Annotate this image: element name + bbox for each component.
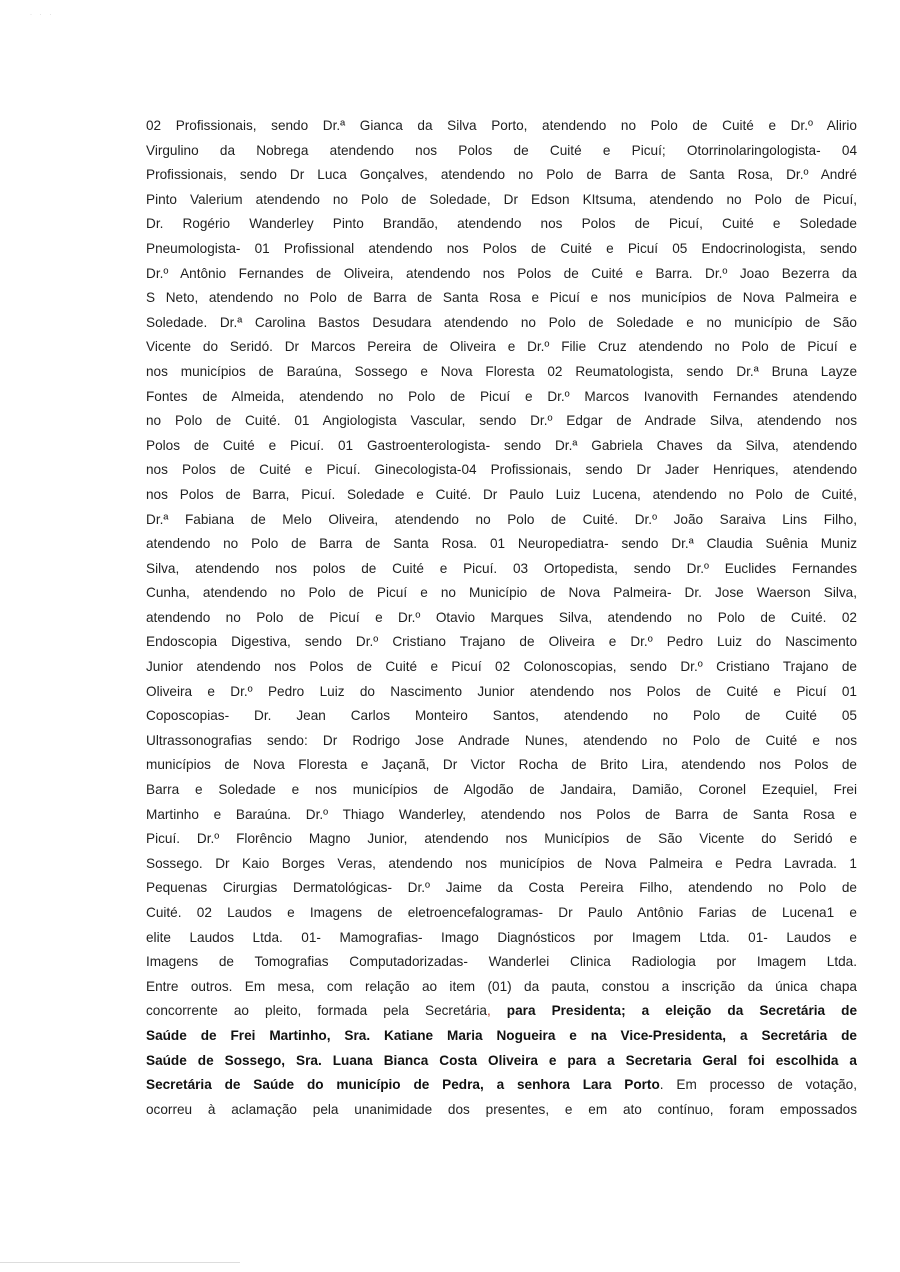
bold-segment: para Presidenta; a eleição da Secretária de [490, 1003, 857, 1019]
text-line [146, 1024, 857, 1049]
text-line: Endoscopia Digestiva, sendo Dr.º Cristiano Trajano de Oliveira e Dr.º Pedro Luiz do Nascimento [146, 634, 857, 650]
text-line: Imagens de Tomografias Computadorizadas- Wanderlei Clinica Radiologia por Imagem Ltda. [146, 954, 857, 970]
text-line: Pequenas Cirurgias Dermatológicas- Dr.º Jaime da Costa Pereira Filho, atendendo no Polo de [146, 880, 857, 896]
text-line: Profissionais, sendo Dr Luca Gonçalves, atendendo no Polo de Barra de Santa Rosa, Dr.º André [146, 167, 857, 183]
text-line: Dr.ª Fabiana de Melo Oliveira, atendendo no Polo de Cuité. Dr.º João Saraiva Lins Filho, [146, 511, 857, 527]
text-line: nos Polos de Cuité e Picuí. Ginecologista-04 Profissionais, sendo Dr Jader Henriques, atendendo [146, 462, 857, 478]
text-line: Dr. Rogério Wanderley Pinto Brandão, atendendo nos Polos de Picuí, Cuité e Soledade [146, 216, 857, 232]
text-line [146, 1073, 857, 1098]
text-line: Silva, atendendo nos polos de Cuité e Picuí. 03 Ortopedista, sendo Dr.º Euclides Fernandes [146, 560, 857, 576]
text-line: elite Laudos Ltda. 01- Mamografias- Imago Diagnósticos por Imagem Ltda. 01- Laudos e [146, 929, 857, 945]
text-segment: . Em processo de votação, [659, 1077, 857, 1093]
text-line: Fontes de Almeida, atendendo no Polo de Picuí e Dr.º Marcos Ivanovith Fernandes atendendo [146, 388, 857, 404]
text-line: municípios de Nova Floresta e Jaçanã, Dr Victor Rocha de Brito Lira, atendendo nos Polos de [146, 757, 857, 773]
text-line: Martinho e Baraúna. Dr.º Thiago Wanderley, atendendo nos Polos de Barra de Santa Rosa e [146, 806, 857, 822]
document-body [146, 114, 857, 1122]
text-line: Dr.º Antônio Fernandes de Oliveira, atendendo nos Polos de Cuité e Barra. Dr.º Joao Bezerra da [146, 265, 857, 281]
text-line: Virgulino da Nobrega atendendo nos Polos de Cuité e Picuí; Otorrinolaringologista- 04 [146, 142, 857, 158]
bold-segment: Saúde de Sossego, Sra. Luana Bianca Costa Oliveira e para a Secretaria Geral foi escolhida a [146, 1052, 857, 1068]
text-line: Soledade. Dr.ª Carolina Bastos Desudara atendendo no Polo de Soledade e no município de São [146, 314, 857, 330]
text-line: Oliveira e Dr.º Pedro Luiz do Nascimento Junior atendendo nos Polos de Cuité e Picuí 01 [146, 683, 857, 699]
text-line [146, 999, 857, 1024]
text-line: Pneumologista- 01 Profissional atendendo nos Polos de Cuité e Picuí 05 Endocrinologista, sendo [146, 240, 857, 256]
text-line: ocorreu à aclamação pela unanimidade dos presentes, e em ato contínuo, foram empossados [146, 1101, 857, 1117]
text-line [146, 1049, 857, 1074]
text-line: atendendo no Polo de Picuí e Dr.º Otavio Marques Silva, atendendo no Polo de Cuité. 02 [146, 609, 857, 625]
scan-mark: · · · [30, 12, 55, 18]
text-line: Entre outros. Em mesa, com relação ao item (01) da pauta, constou a inscrição da única chapa [146, 978, 857, 994]
text-line: Sossego. Dr Kaio Borges Veras, atendendo nos municípios de Nova Palmeira e Pedra Lavrada. 1 [146, 855, 857, 871]
text-line: nos municípios de Baraúna, Sossego e Nova Floresta 02 Reumatologista, sendo Dr.ª Bruna Layze [146, 363, 857, 379]
text-segment: concorrente ao pleito, formada pela Secretária [146, 1003, 487, 1019]
text-line: Pinto Valerium atendendo no Polo de Soledade, Dr Edson KItsuma, atendendo no Polo de Picuí, [146, 191, 857, 207]
text-line: Cunha, atendendo no Polo de Picuí e no Município de Nova Palmeira- Dr. Jose Waerson Silva, [146, 585, 857, 601]
red-comma: , [486, 1003, 491, 1019]
text-line: Coposcopias- Dr. Jean Carlos Monteiro Santos, atendendo no Polo de Cuité 05 [146, 708, 857, 724]
text-line: 02 Profissionais, sendo Dr.ª Gianca da Silva Porto, atendendo no Polo de Cuité e Dr.º Alirio [146, 118, 857, 133]
page-edge-line [0, 1262, 240, 1263]
text-line: Junior atendendo nos Polos de Cuité e Picuí 02 Colonoscopias, sendo Dr.º Cristiano Trajano de [146, 659, 857, 675]
text-line: Ultrassonografias sendo: Dr Rodrigo Jose Andrade Nunes, atendendo no Polo de Cuité e nos [146, 732, 857, 748]
text-line: Cuité. 02 Laudos e Imagens de eletroencefalogramas- Dr Paulo Antônio Farias de Lucena1 e [146, 905, 857, 920]
text-line: Barra e Soledade e nos municípios de Algodão de Jandaira, Damião, Coronel Ezequiel, Frei [146, 782, 857, 798]
bold-segment: Saúde de Frei Martinho, Sra. Katiane Maria Nogueira e na Vice-Presidenta, a Secretária de [146, 1027, 857, 1043]
text-line: S Neto, atendendo no Polo de Barra de Santa Rosa e Picuí e nos municípios de Nova Palmeira e [146, 290, 857, 306]
text-line: Picuí. Dr.º Florêncio Magno Junior, atendendo nos Municípios de São Vicente do Seridó e [146, 831, 857, 847]
bold-segment: Secretária de Saúde do município de Pedra, a senhora Lara Porto [146, 1077, 660, 1093]
text-line: Vicente do Seridó. Dr Marcos Pereira de Oliveira e Dr.º Filie Cruz atendendo no Polo de Picuí e [146, 339, 857, 355]
text-line: nos Polos de Barra, Picuí. Soledade e Cuité. Dr Paulo Luiz Lucena, atendendo no Polo de Cuité, [146, 486, 857, 502]
text-line: no Polo de Cuité. 01 Angiologista Vascular, sendo Dr.º Edgar de Andrade Silva, atendendo nos [146, 413, 857, 429]
text-line: Polos de Cuité e Picuí. 01 Gastroenterologista- sendo Dr.ª Gabriela Chaves da Silva, atendendo [146, 437, 857, 453]
text-line: atendendo no Polo de Barra de Santa Rosa. 01 Neuropediatra- sendo Dr.ª Claudia Suênia Muniz [146, 536, 857, 552]
